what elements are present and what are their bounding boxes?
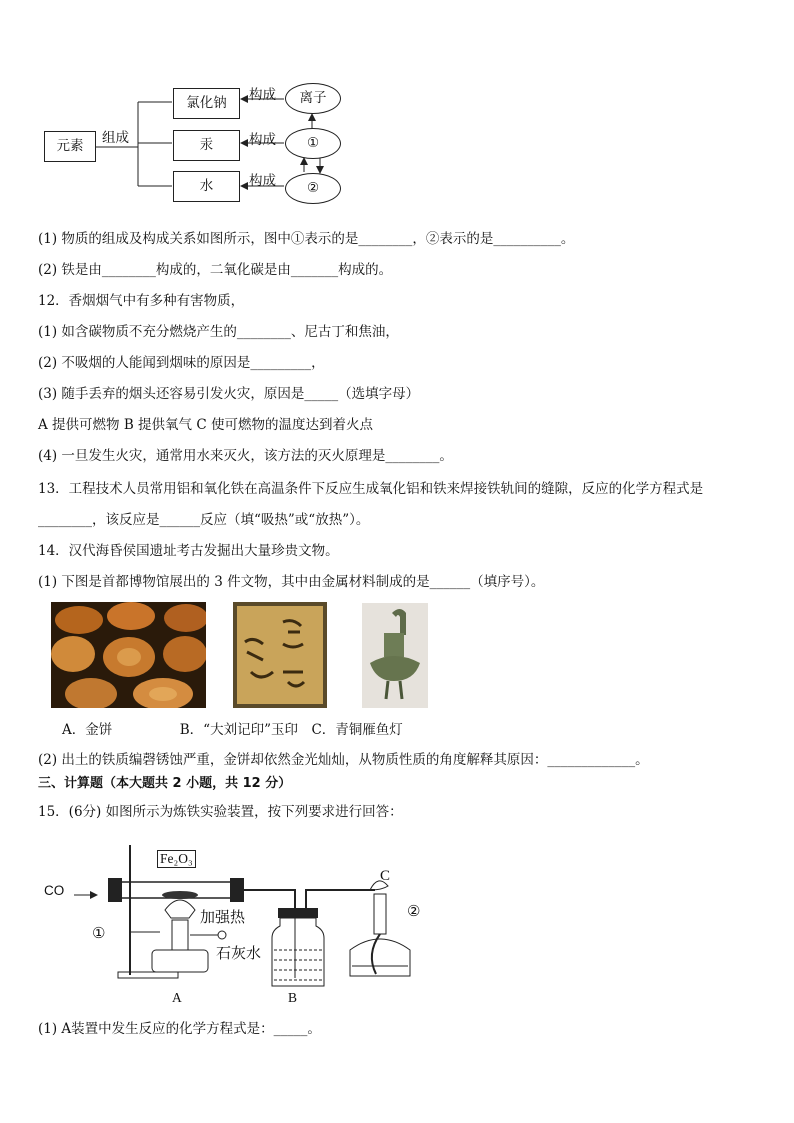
composition-diagram [0, 0, 400, 220]
circle2-ellipse: ② [285, 173, 341, 204]
mercury-box: 汞 [173, 130, 240, 161]
label-c: C [380, 868, 391, 884]
co-arrow-icon [74, 890, 98, 900]
marker-1-label: ① [92, 924, 106, 942]
gold-cake-photo [51, 602, 206, 708]
co-label: CO [44, 883, 65, 898]
water-box: 水 [173, 171, 240, 202]
q14-line-2: (2) 出土的铁质编磬锈蚀严重，金饼却依然金光灿灿，从物质性质的角度解释其原因：_____________。 [38, 752, 649, 768]
photo-captions: A．金饼 B．“大刘记印”玉印 C．青铜雁鱼灯 [62, 722, 403, 738]
nacl-box: 氯化钠 [173, 88, 240, 119]
q15-title: 15．(6分) 如图所示为炼铁实验装置，按下列要求进行回答： [38, 804, 403, 820]
q12-title: 12．香烟烟气中有多种有害物质， [38, 293, 245, 309]
label-a: A [172, 990, 182, 1005]
q13-line-2: ________，该反应是______反应（填“吸热”或“放热”）。 [38, 512, 370, 528]
marker-2-label: ② [407, 902, 421, 920]
heat-label: 加强热 [200, 908, 246, 926]
ion-ellipse: 离子 [285, 83, 341, 114]
jade-seal-photo [233, 602, 327, 708]
compose-label: 组成 [102, 130, 129, 146]
circle1-ellipse: ① [285, 128, 341, 159]
section-3-heading: 三、计算题（本大题共 2 小题，共 12 分） [38, 776, 292, 791]
element-box: 元素 [44, 131, 96, 162]
q11-line-2: (2) 铁是由________构成的，二氧化碳是由_______构成的。 [38, 262, 393, 278]
limewater-label: 石灰水 [216, 944, 262, 962]
q12-options: A 提供可燃物 B 提供氧气 C 使可燃物的温度达到着火点 [38, 417, 373, 433]
constitute-label-1: 构成 [249, 87, 276, 103]
q11-line-1: (1) 物质的组成及构成关系如图所示，图中①表示的是________，②表示的是__________。 [38, 231, 575, 247]
iron-smelting-apparatus [40, 840, 440, 1010]
fe2o3-label: Fe₂O₃ [157, 850, 196, 868]
q12-line-1: (1) 如含碳物质不充分燃烧产生的________、尼古丁和焦油， [38, 324, 399, 340]
q14-title: 14．汉代海昏侯国遗址考古发掘出大量珍贵文物。 [38, 543, 339, 559]
q12-line-4: (4) 一旦发生火灾，通常用水来灭火，该方法的灭火原理是________。 [38, 448, 453, 464]
constitute-label-3: 构成 [249, 173, 276, 189]
label-b: B [288, 990, 298, 1005]
q15-line-1: (1) A装置中发生反应的化学方程式是：_____。 [38, 1021, 321, 1037]
q12-line-3: (3) 随手丢弃的烟头还容易引发火灾，原因是_____（选填字母） [38, 386, 420, 402]
q12-line-2: (2) 不吸烟的人能闻到烟味的原因是_________， [38, 355, 325, 371]
constitute-label-2: 构成 [249, 132, 276, 148]
q13-line-1: 13．工程技术人员常用铝和氧化铁在高温条件下反应生成氧化铝和铁来焊接铁轨间的缝隙，反应的化学方程式是 [38, 481, 704, 497]
q14-line-1: (1) 下图是首都博物馆展出的 3 件文物，其中由金属材料制成的是______（填序号）。 [38, 574, 545, 590]
bronze-lamp-photo [362, 603, 428, 708]
